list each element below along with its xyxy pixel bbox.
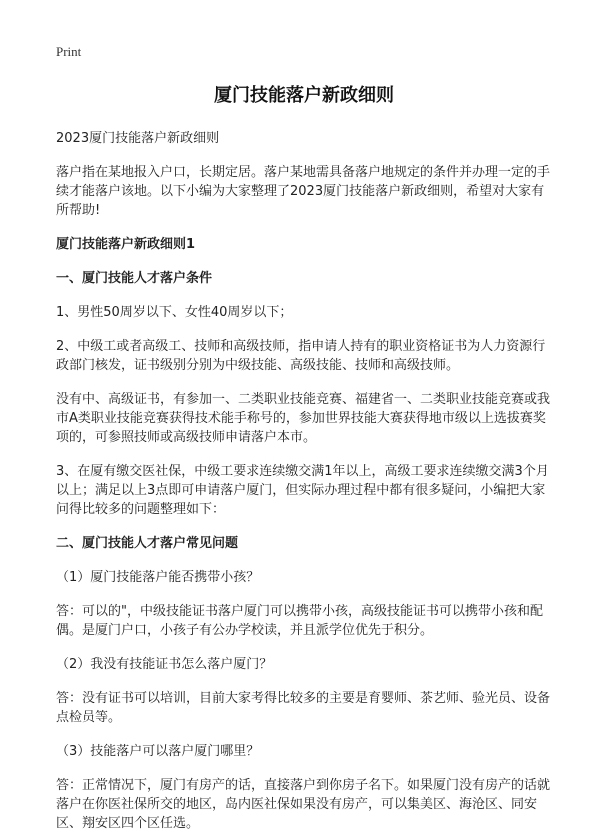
section-title: 厦门技能落户新政细则1 bbox=[56, 237, 196, 252]
question-1: （1）厦门技能落户能否携带小孩？ bbox=[56, 570, 260, 585]
condition-age: 1、男性50周岁以下、女性40周岁以下； bbox=[56, 305, 293, 320]
part1-heading: 一、厦门技能人才落户条件 bbox=[56, 271, 213, 286]
answer-3: 答：正常情况下，厦门有房产的话，直接落户到你房子名下。如果厦门没有房产的话就落户在你医社保所交的地区，岛内医社保如果没有房产，可以集美区、海沧区、同安区、翔安区四个区任选。 bbox=[56, 778, 551, 831]
print-link[interactable]: Print bbox=[56, 44, 82, 59]
page-title: 厦门技能落户新政细则 bbox=[214, 85, 394, 106]
article-subtitle: 2023厦门技能落户新政细则 bbox=[56, 131, 220, 146]
condition-social-security: 3、在厦有缴交医社保，中级工要求连续缴交满1年以上，高级工要求连续缴交满3个月以上；满足以上3点即可申请落户厦门，但实际办理过程中都有很多疑问，小编把大家问得比较多的问题整理如下： bbox=[56, 464, 549, 517]
question-2: （2）我没有技能证书怎么落户厦门？ bbox=[56, 657, 273, 672]
condition-certificate: 2、中级工或者高级工、技师和高级技师，指申请人持有的职业资格证书为人力资源行政部门核发，证书级别分别为中级技能、高级技能、技师和高级技师。 bbox=[56, 339, 546, 373]
answer-2: 答：没有证书可以培训，目前大家考得比较多的主要是育婴师、茶艺师、验光员、设备点检员等。 bbox=[56, 691, 551, 725]
intro-paragraph: 落户指在某地报入户口，长期定居。落户某地需具备落户地规定的条件并办理一定的手续才能落户该地。以下小编为大家整理了2023厦门技能落户新政细则，希望对大家有所帮助! bbox=[56, 165, 551, 218]
part2-heading: 二、厦门技能人才落户常见问题 bbox=[56, 536, 239, 551]
question-3: （3）技能落户可以落户厦门哪里？ bbox=[56, 744, 260, 759]
condition-competition: 没有中、高级证书，有参加一、二类职业技能竞赛、福建省一、二类职业技能竞赛或我市A类职业技能竞赛获得技术能手称号的，参加世界技能大赛获得地市级以上选拔赛奖项的，可参照技师或高级技师申请落户本市。 bbox=[56, 392, 551, 445]
answer-1: 答：可以的"，中级技能证书落户厦门可以携带小孩，高级技能证书可以携带小孩和配偶。是厦门户口，小孩子有公办学校读，并且派学位优先于积分。 bbox=[56, 604, 543, 638]
